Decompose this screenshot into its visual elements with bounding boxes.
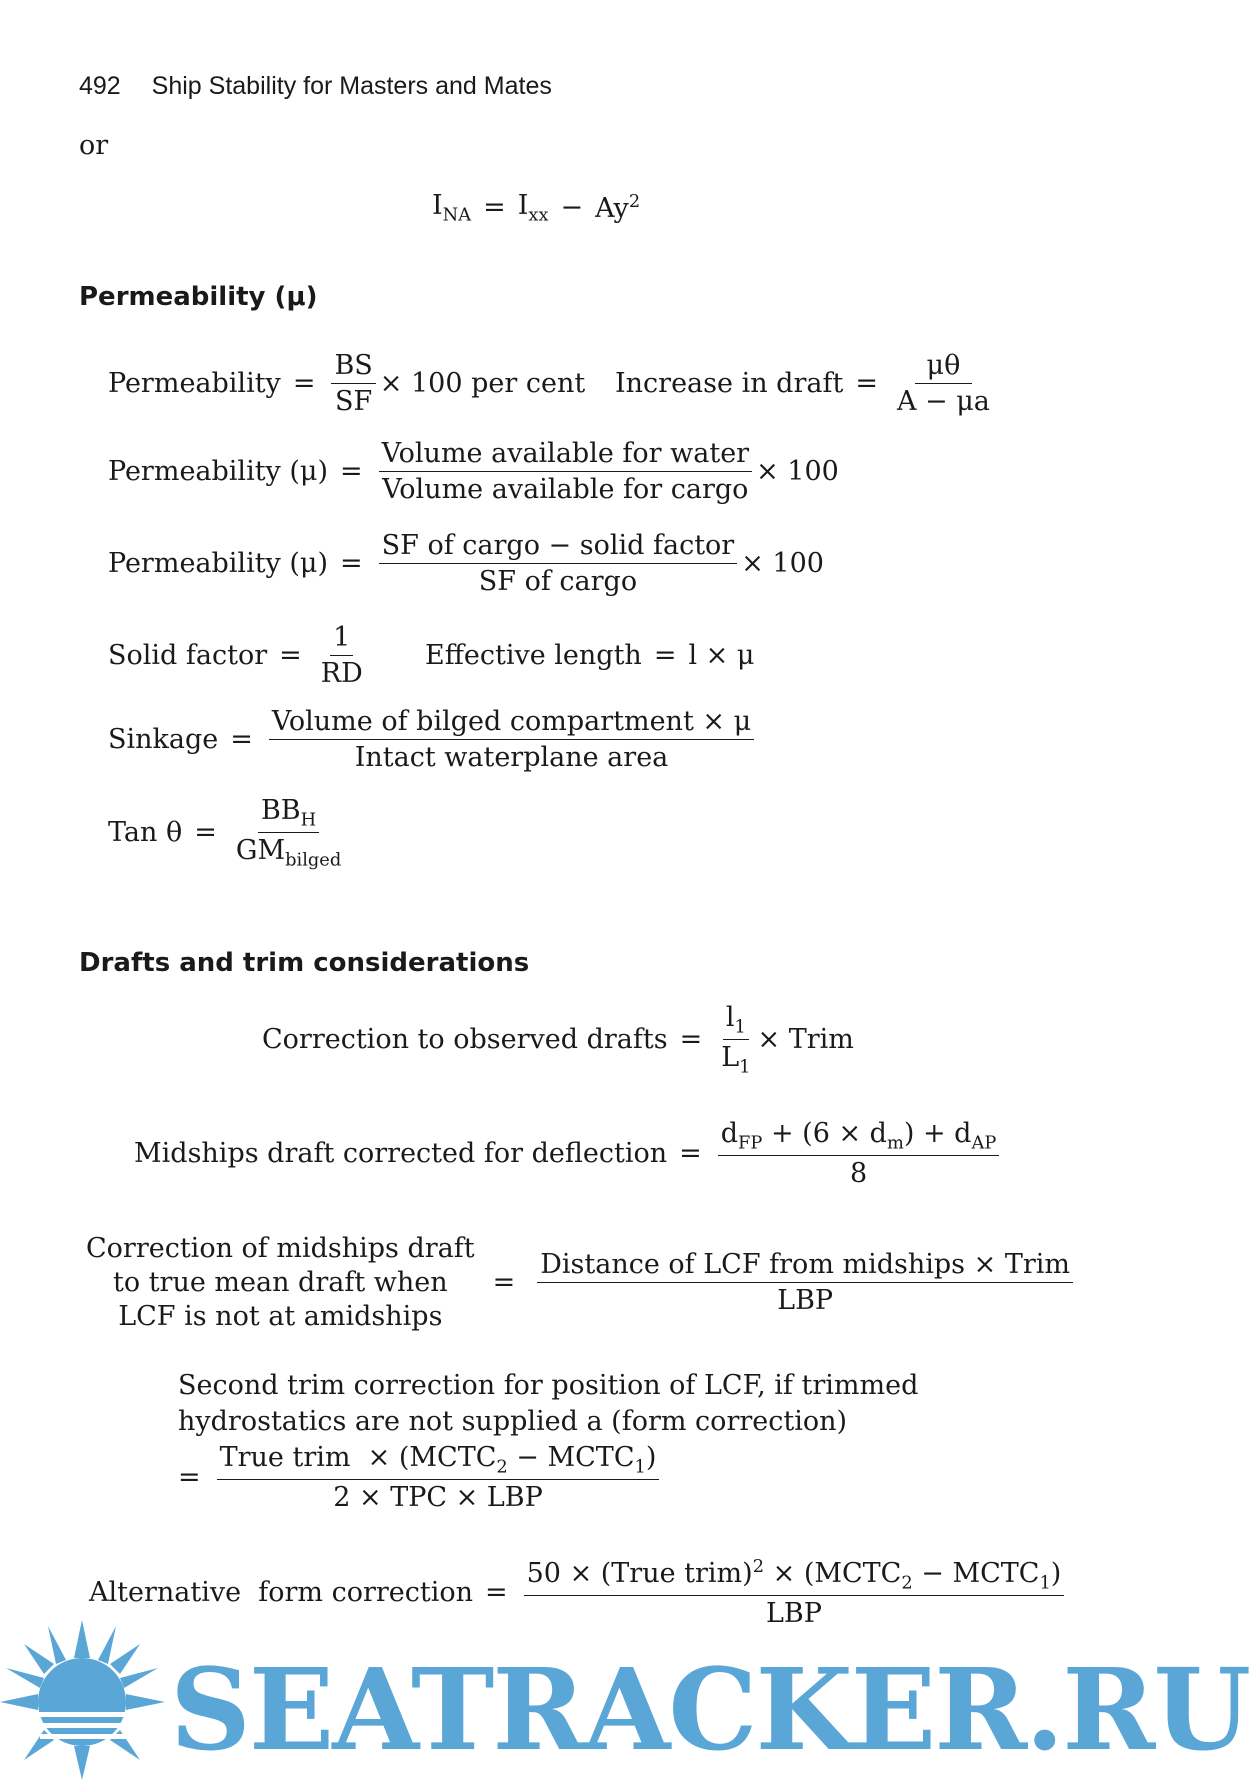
eq-sinkage [108, 706, 758, 773]
numerator: 50 × (True trim)$^2$ × ($MCTC_2$ − $MCTC_1$) [524, 1556, 1065, 1596]
eq-label: Permeability (μ) [108, 456, 329, 487]
equals-sign: = [292, 368, 316, 399]
numerator: Volume of bilged compartment × μ [269, 706, 754, 740]
eq-suffix: × 100 [741, 548, 824, 579]
denominator: SF of cargo [478, 566, 638, 597]
numerator: BS [331, 350, 375, 384]
equals-sign: = [340, 456, 363, 487]
eq-label: Tan θ [108, 817, 183, 849]
eq-effective-length [425, 640, 754, 671]
eq-midships-draft-deflection [134, 1118, 1003, 1189]
fraction [269, 706, 754, 773]
denominator: RD [320, 658, 363, 689]
eq-label: Increase in draft [615, 368, 844, 399]
numerator: $BB_H$ [258, 795, 319, 833]
eq-correction-midships-true-mean [86, 1232, 1077, 1333]
denominator: $GM_{bilged}$ [235, 835, 342, 871]
eq-suffix: × 100 [756, 456, 839, 487]
fraction [379, 530, 738, 597]
equals-sign: = [194, 817, 217, 849]
minus-sign: − [560, 192, 584, 224]
label-line: LCF is not at amidships [118, 1300, 443, 1332]
text-line: Second trim correction for position of LCF, if trimmed [178, 1370, 919, 1401]
eq-label-multiline [86, 1232, 475, 1333]
numerator: $d_{FP} + (6 \times d_m) + d_{AP}$ [718, 1118, 1000, 1156]
equals-sign: = [279, 640, 302, 671]
denominator: LBP [777, 1285, 834, 1317]
numerator: $l_1$ [723, 1002, 749, 1040]
fraction [331, 350, 375, 417]
ina-term-ixx: $I_{xx}$ [517, 190, 549, 226]
eq-permeability-stowage-factor [108, 530, 824, 597]
page-header [79, 72, 552, 101]
denominator: Intact waterplane area [354, 742, 669, 773]
eq-label: Solid factor [108, 640, 268, 671]
denominator: 8 [849, 1158, 868, 1190]
eq-correction-observed-drafts [262, 1002, 854, 1078]
fraction [718, 1002, 753, 1078]
denominator: Volume available for cargo [382, 474, 749, 505]
equals-sign: = [178, 1462, 201, 1494]
eq-label: Effective length [425, 640, 642, 671]
eq-label: Alternative form correction [89, 1577, 473, 1609]
fraction [537, 1249, 1073, 1316]
eq-suffix: × Trim [757, 1024, 854, 1056]
numerator: Distance of LCF from midships × Trim [537, 1249, 1073, 1283]
denominator: 2 × TPC × LBP [333, 1482, 543, 1514]
label-line: Correction of midships draft [86, 1233, 475, 1264]
numerator: Volume available for water [379, 438, 752, 472]
equals-sign: = [485, 1577, 508, 1609]
ina-lhs: $I_{NA}$ [432, 190, 472, 226]
eq-label: Midships draft corrected for deflection [134, 1138, 668, 1170]
ina-term-ay2: Ay$^2$ [595, 191, 641, 225]
eq-form-correction [178, 1442, 663, 1513]
eq-label: Sinkage [108, 724, 219, 755]
denominator: A − μa [896, 386, 990, 417]
eq-permeability-bs-sf [108, 350, 585, 417]
fraction [233, 795, 344, 871]
equals-sign: = [340, 548, 363, 579]
equals-sign: = [653, 640, 677, 671]
denominator: $L_1$ [721, 1042, 751, 1078]
equals-sign: = [492, 1267, 516, 1299]
eq-rhs: l × μ [688, 640, 755, 671]
fraction [894, 350, 993, 417]
numerator: SF of cargo − solid factor [379, 530, 738, 564]
equals-sign: = [679, 1138, 702, 1170]
section-heading-permeability: Permeability (μ) [79, 282, 318, 312]
denominator: LBP [766, 1598, 822, 1630]
formula-ina [432, 190, 640, 225]
fraction [379, 438, 752, 505]
numerator: True trim × ($MCTC_2$ − $MCTC_1$) [217, 1442, 660, 1480]
equals-sign: = [679, 1024, 703, 1056]
equals-sign: = [855, 368, 878, 399]
eq-tan-theta [108, 795, 348, 871]
eq-label: Permeability [108, 368, 281, 399]
fraction [718, 1118, 1000, 1189]
numerator: μθ [915, 350, 973, 384]
eq-label: Correction to observed drafts [262, 1024, 668, 1056]
fraction [217, 1442, 660, 1513]
label-line: to true mean draft when [113, 1266, 448, 1298]
intro-word: or [79, 130, 109, 161]
text-line: hydrostatics are not supplied a (form correction) [178, 1406, 848, 1437]
watermark-sun-icon [0, 1620, 165, 1780]
eq-alternative-form-correction [89, 1556, 1068, 1629]
fraction [524, 1556, 1065, 1629]
second-trim-correction-text [178, 1368, 918, 1440]
eq-permeability-volume [108, 438, 839, 505]
book-title: Ship Stability for Masters and Mates [151, 72, 552, 100]
equals-sign: = [483, 192, 506, 224]
eq-solid-factor [108, 622, 370, 689]
numerator: 1 [330, 622, 353, 656]
equals-sign: = [230, 724, 253, 755]
watermark-text: SEATRACKER.RU [170, 1645, 1249, 1776]
denominator: SF [334, 386, 373, 417]
eq-increase-in-draft [615, 350, 997, 417]
fraction [318, 622, 366, 689]
page-number: 492 [79, 72, 121, 100]
eq-suffix: × 100 per cent [379, 368, 586, 399]
eq-label: Permeability (μ) [108, 548, 329, 579]
section-heading-drafts: Drafts and trim considerations [79, 948, 530, 978]
